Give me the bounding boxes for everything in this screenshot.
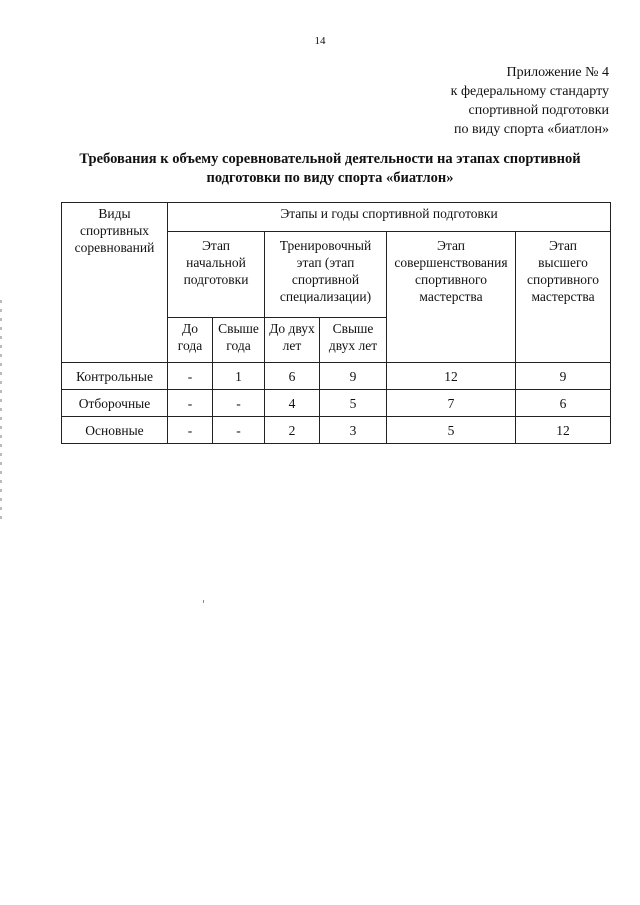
document-title — [40, 150, 620, 188]
cell-value: 4 — [265, 390, 320, 417]
cell-value: 9 — [516, 363, 611, 390]
appendix-line: к федеральному стандарту — [450, 84, 609, 99]
cell-value: 1 — [213, 363, 265, 390]
stages-header: Этапы и годы спортивной подготовки — [168, 203, 611, 232]
cell-value: 9 — [320, 363, 387, 390]
cell-value: 5 — [387, 417, 516, 444]
sub-header-line: Свыше — [332, 321, 374, 336]
stage-header-line: совершенствования — [394, 255, 508, 270]
cell-value: - — [213, 417, 265, 444]
sub-header-line: двух лет — [328, 338, 378, 353]
cell-value: 7 — [387, 390, 516, 417]
stage-header-line: мастерства — [531, 289, 595, 304]
kinds-header-line: спортивных — [79, 223, 150, 238]
stage-header-line: специализации) — [279, 289, 372, 304]
scan-edge-mark — [0, 300, 2, 520]
sub-header-line: До двух — [269, 321, 315, 336]
stage-header-line: этап (этап — [296, 255, 355, 270]
stage-header-line: Этап — [549, 238, 578, 253]
sub-header-up-to-year — [168, 318, 213, 363]
title-line: Требования к объему соревновательной деятельности на этапах спортивной — [79, 151, 581, 167]
stage-header-line: мастерства — [419, 289, 483, 304]
kinds-header — [62, 203, 168, 363]
stage-initial-header — [168, 232, 265, 318]
stage-header-line: спортивного — [415, 272, 487, 287]
stage-improvement-header — [387, 232, 516, 363]
sub-header-up-to-two-years — [265, 318, 320, 363]
sub-header-line: года — [177, 338, 203, 353]
scan-dot-mark — [203, 600, 204, 603]
cell-value: - — [168, 363, 213, 390]
cell-value: - — [168, 390, 213, 417]
sub-header-line: Свыше — [218, 321, 259, 336]
stage-header-line: Этап — [436, 238, 465, 253]
table-row — [62, 363, 611, 390]
appendix-block — [451, 63, 609, 139]
stage-header-line: Этап — [201, 238, 230, 253]
sub-header-line: года — [226, 338, 251, 353]
requirements-table — [61, 202, 611, 444]
stage-header-line: подготовки — [183, 272, 249, 287]
cell-value: 6 — [516, 390, 611, 417]
stage-training-header — [265, 232, 387, 318]
cell-value: 12 — [387, 363, 516, 390]
sub-header-line: лет — [282, 338, 302, 353]
cell-value: - — [213, 390, 265, 417]
stage-header-line: спортивного — [527, 272, 599, 287]
cell-value: 2 — [265, 417, 320, 444]
table-row — [62, 417, 611, 444]
row-kind: Контрольные — [62, 363, 168, 390]
stage-higher-header — [516, 232, 611, 363]
table-row — [62, 390, 611, 417]
appendix-line: спортивной подготовки — [468, 103, 609, 118]
title-line: подготовки по виду спорта «биатлон» — [206, 170, 454, 186]
cell-value: 5 — [320, 390, 387, 417]
cell-value: 12 — [516, 417, 611, 444]
appendix-line: Приложение № 4 — [506, 65, 609, 80]
appendix-line: по виду спорта «биатлон» — [454, 122, 609, 137]
stage-header-line: начальной — [186, 255, 246, 270]
kinds-header-line: соревнований — [74, 240, 155, 255]
page-number: 14 — [314, 35, 326, 47]
row-kind: Основные — [62, 417, 168, 444]
sub-header-line: До — [182, 321, 198, 336]
kinds-header-line: Виды — [98, 206, 131, 221]
row-kind: Отборочные — [62, 390, 168, 417]
sub-header-over-year — [213, 318, 265, 363]
stage-header-line: спортивной — [291, 272, 360, 287]
cell-value: 6 — [265, 363, 320, 390]
sub-header-over-two-years — [320, 318, 387, 363]
stage-header-line: Тренировочный — [279, 238, 372, 253]
cell-value: 3 — [320, 417, 387, 444]
stage-header-line: высшего — [538, 255, 588, 270]
cell-value: - — [168, 417, 213, 444]
